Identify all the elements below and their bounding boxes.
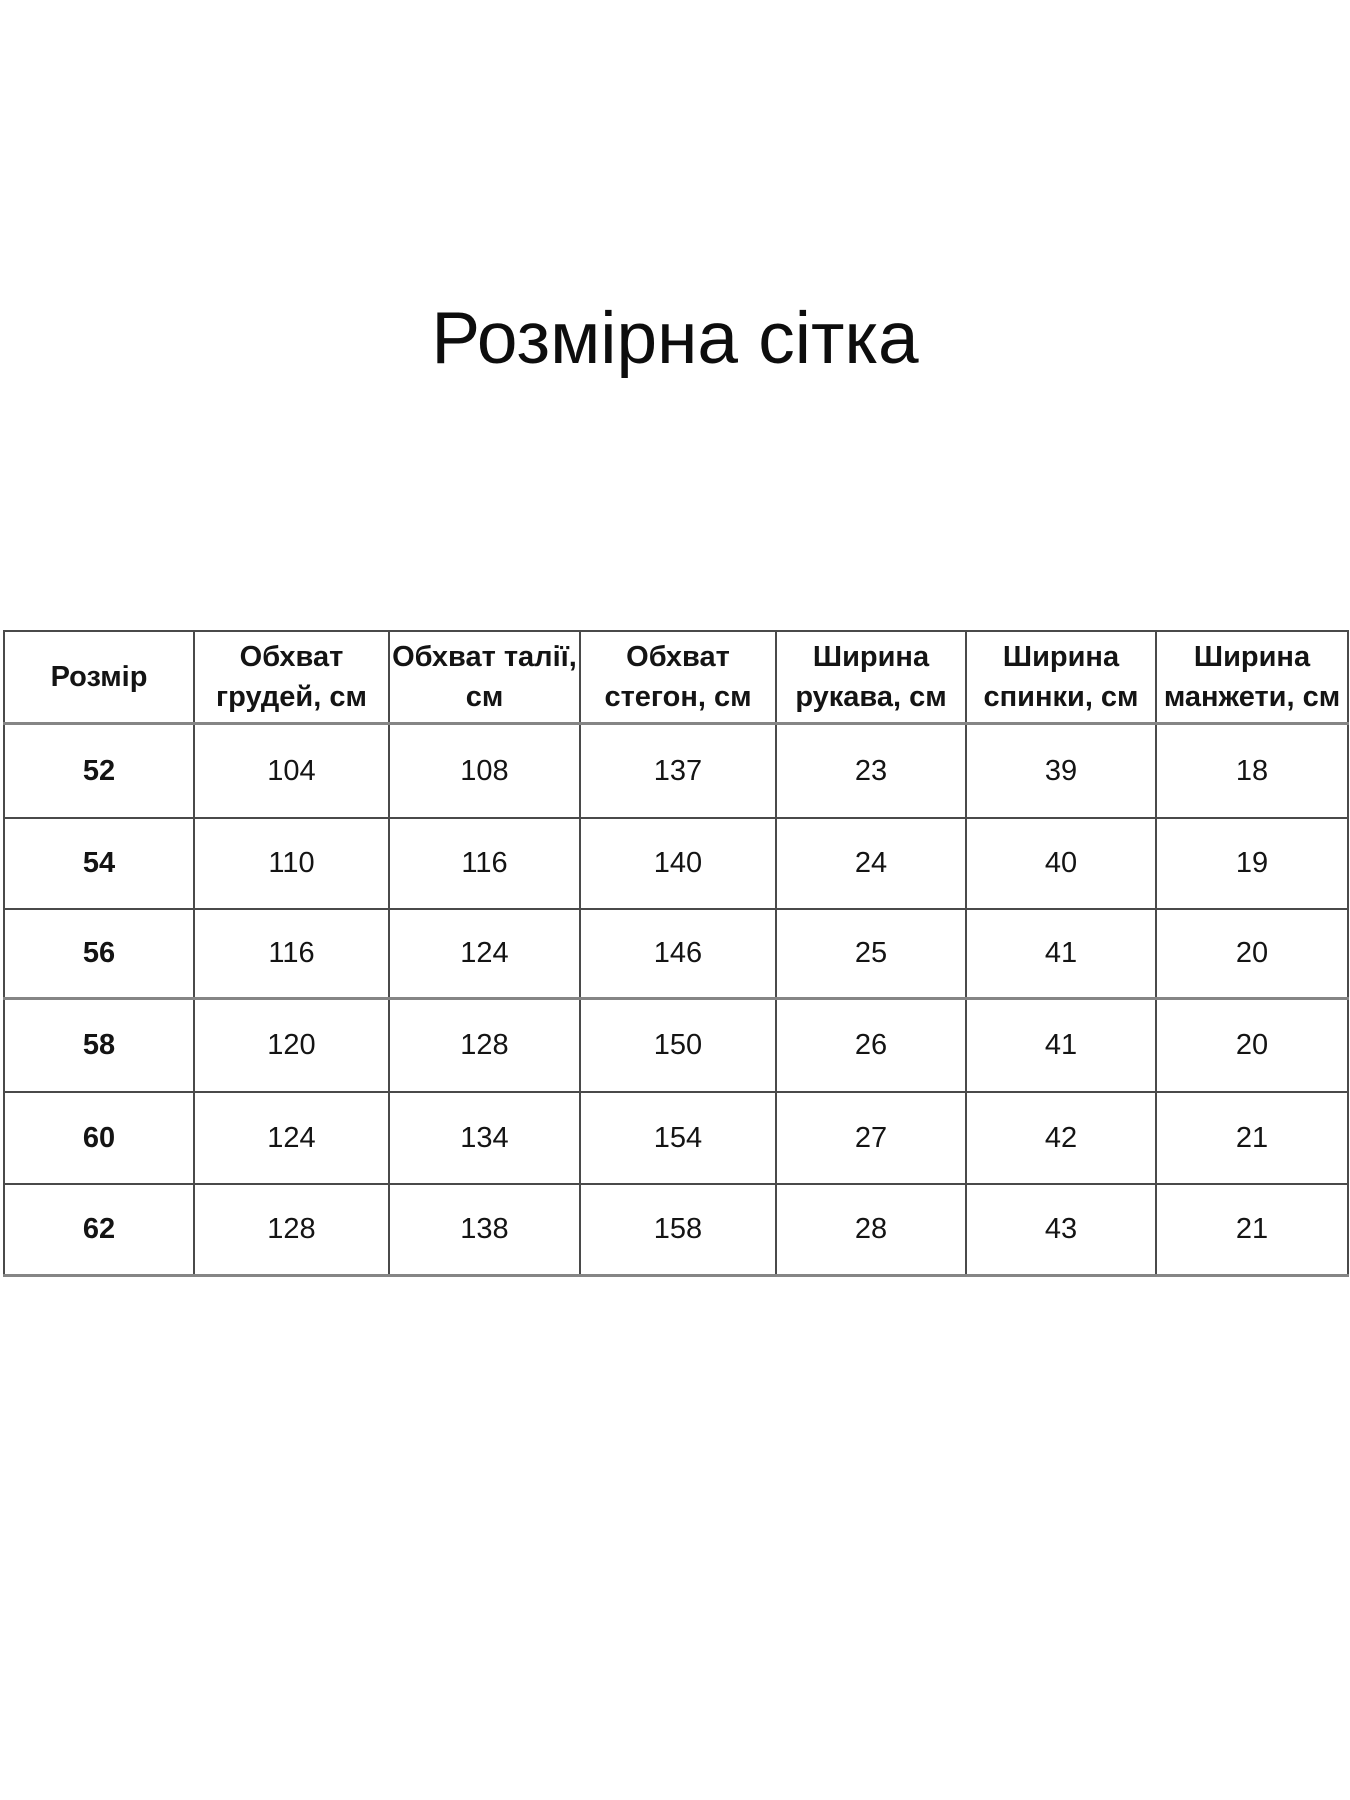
size-cell: 60 <box>4 1092 194 1184</box>
page-title: Розмірна сітка <box>431 297 919 379</box>
value-cell: 108 <box>389 724 580 819</box>
column-header-cuff-width: Ширина манжети, см <box>1156 631 1348 724</box>
value-cell: 43 <box>966 1184 1156 1276</box>
value-cell: 116 <box>389 818 580 909</box>
value-cell: 19 <box>1156 818 1348 909</box>
value-cell: 20 <box>1156 909 1348 999</box>
column-header-sleeve-width: Ширина рукава, см <box>776 631 966 724</box>
value-cell: 158 <box>580 1184 776 1276</box>
value-cell: 25 <box>776 909 966 999</box>
value-cell: 42 <box>966 1092 1156 1184</box>
size-cell: 62 <box>4 1184 194 1276</box>
value-cell: 146 <box>580 909 776 999</box>
value-cell: 21 <box>1156 1184 1348 1276</box>
column-header-waist: Обхват талії, см <box>389 631 580 724</box>
value-cell: 128 <box>194 1184 389 1276</box>
value-cell: 26 <box>776 999 966 1093</box>
size-cell: 56 <box>4 909 194 999</box>
value-cell: 18 <box>1156 724 1348 819</box>
value-cell: 41 <box>966 999 1156 1093</box>
value-cell: 40 <box>966 818 1156 909</box>
table-header-row <box>4 631 1348 724</box>
value-cell: 28 <box>776 1184 966 1276</box>
value-cell: 20 <box>1156 999 1348 1093</box>
value-cell: 21 <box>1156 1092 1348 1184</box>
value-cell: 23 <box>776 724 966 819</box>
value-cell: 124 <box>194 1092 389 1184</box>
value-cell: 154 <box>580 1092 776 1184</box>
value-cell: 137 <box>580 724 776 819</box>
table-row <box>4 999 1348 1093</box>
value-cell: 120 <box>194 999 389 1093</box>
value-cell: 41 <box>966 909 1156 999</box>
column-header-chest: Обхват грудей, см <box>194 631 389 724</box>
value-cell: 150 <box>580 999 776 1093</box>
value-cell: 24 <box>776 818 966 909</box>
column-header-hips: Обхват стегон, см <box>580 631 776 724</box>
value-cell: 39 <box>966 724 1156 819</box>
value-cell: 104 <box>194 724 389 819</box>
size-table <box>3 630 1349 1277</box>
column-header-size: Розмір <box>4 631 194 724</box>
value-cell: 27 <box>776 1092 966 1184</box>
table-row <box>4 818 1348 909</box>
table-row <box>4 724 1348 819</box>
table-row <box>4 1184 1348 1276</box>
size-cell: 58 <box>4 999 194 1093</box>
value-cell: 110 <box>194 818 389 909</box>
column-header-back-width: Ширина спинки, см <box>966 631 1156 724</box>
value-cell: 138 <box>389 1184 580 1276</box>
value-cell: 140 <box>580 818 776 909</box>
table-row <box>4 909 1348 999</box>
size-cell: 54 <box>4 818 194 909</box>
value-cell: 128 <box>389 999 580 1093</box>
value-cell: 124 <box>389 909 580 999</box>
value-cell: 134 <box>389 1092 580 1184</box>
table-row <box>4 1092 1348 1184</box>
size-cell: 52 <box>4 724 194 819</box>
value-cell: 116 <box>194 909 389 999</box>
